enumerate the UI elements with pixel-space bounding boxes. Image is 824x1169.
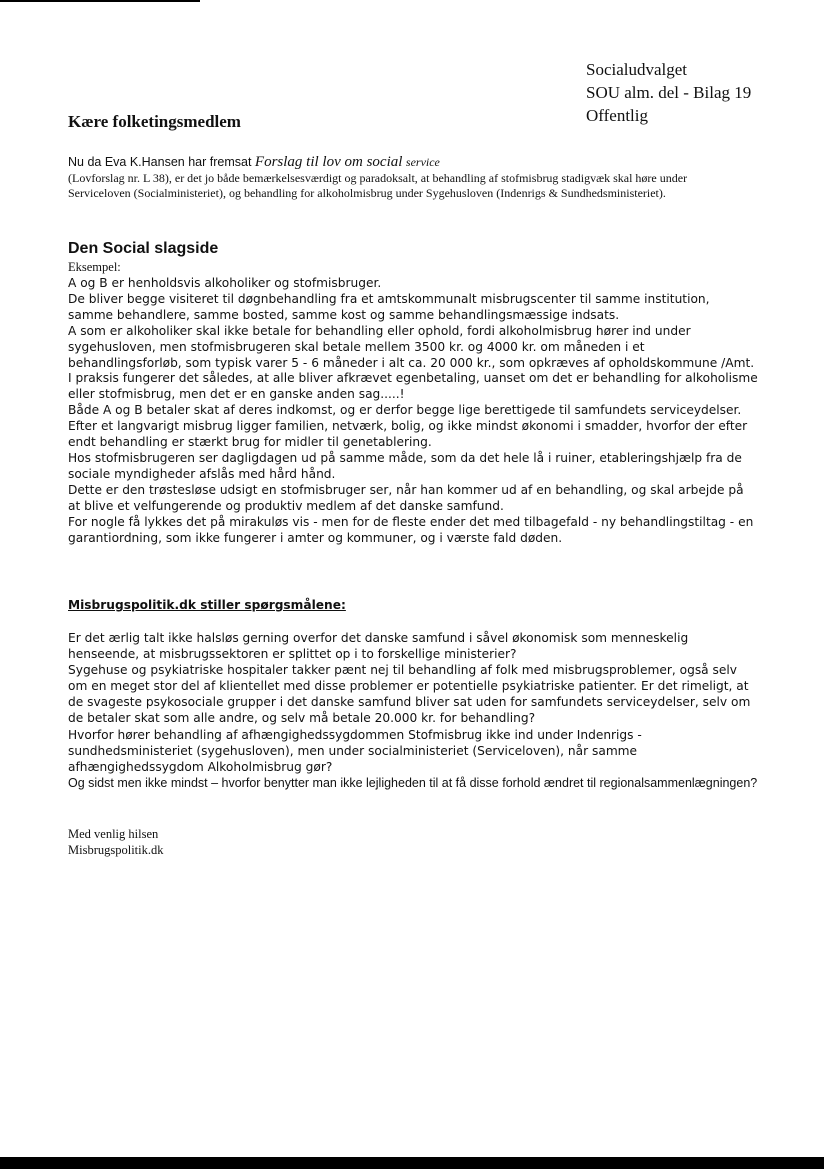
bill-title: Forslag til lov om social [254,154,403,170]
question-paragraph: Sygehuse og psykiatriske hospitaler takker pænt nej til behandling af folk med misbrugsproblemer, også selv om en meget stor del af klientellet med disse problemer er potentielle psykiatriske patienter. Er det rimeligt, at de svageste psykosociale grupper i det danske samfund bliver sat uden for samfundets serviceydelser, selv om de betaler skat som alle andre, og selv må betale 20.000 kr. for behandling? [68,663,751,726]
body-paragraph: Både A og B betaler skat af deres indkomst, og er derfor begge lige berettigede til samfundets serviceydelser. [68,403,742,418]
final-question: Og sidst men ikke mindst – hvorfor benytter man ikke lejligheden til at få disse forhold ændret til regionalsammenlægningen? [68,775,758,790]
example-label: Eksempel: [68,260,121,274]
stamp-status: Offentlig [586,106,649,125]
body-paragraph: Hos stofmisbrugeren ser dagligdagen ud på samme måde, som da det hele lå i ruiner, etableringshjælp fra de sociale myndigheder afslås med hård hånd. [68,450,742,481]
bill-title-small: service [405,155,440,169]
closing-text: Med venlig hilsen [68,827,159,841]
top-rule [0,0,200,2]
document-stamp [586,58,751,127]
stamp-committee: Socialudvalget [586,60,688,79]
questions-heading: Misbrugspolitik.dk stiller spørgsmålene: [68,598,346,612]
body-paragraph: A som er alkoholiker skal ikke betale for behandling eller ophold, fordi alkoholmisbrug hører ind under sygehusloven, men stofmisbrugeren skal betale mellem 3500 kr. og 4000 kr. om måneden i et behandlingsforløb, som typisk varer 5 - 6 måneder i alt ca. 20 000 kr., som opkræves af opholdskommune /Amt. [68,323,755,370]
body-paragraph: A og B er henholdsvis alkoholiker og stofmisbruger. [68,276,382,290]
section-title: Den Social slagside [68,240,219,257]
body-paragraph: Efter et langvarigt misbrug ligger familien, netværk, bolig, og ikke mindst økonomi i smadder, hvorfor der efter endt behandling er stærkt brug for midler til genetablering. [68,419,748,450]
intro-lead: Nu da Eva K.Hansen har fremsat [68,155,252,169]
body-paragraph: I praksis fungerer det således, at alle bliver afkrævet egenbetaling, uanset om det er behandling for alkoholisme eller stofmisbrug, men det er en ganske anden sag.....! [68,371,758,402]
stamp-reference: SOU alm. del - Bilag 19 [586,83,752,102]
intro-first-line [68,154,748,171]
questions-block [68,630,758,791]
example-body [68,276,758,546]
greeting-heading: Kære folketingsmedlem [68,112,241,131]
intro-rest: (Lovforslag nr. L 38), er det jo både bemærkelsesværdigt og paradoksalt, at behandling af stofmisbrug stadigvæk skal høre under Serviceloven (Socialministeriet), og behandling for alkoholmisbrug under Sygehusloven (Indenrigs & Sundhedsministeriet). [68,171,688,200]
sender-name: Misbrugspolitik.dk [68,843,164,857]
question-paragraph: Hvorfor hører behandling af afhængighedssygdommen Stofmisbrug ikke ind under Indenrigs - sundhedsministeriet (sygehusloven), men under socialministeriet (Serviceloven), når samme afhængighedssygdom Alkoholmisbrug gør? [68,727,642,774]
signoff [68,826,164,858]
body-paragraph: De bliver begge visiteret til døgnbehandling fra et amtskommunalt misbrugscenter til samme institution, samme behandlere, samme bosted, samme kost og samme behandlingsmæssige indsats. [68,291,710,322]
body-paragraph: Dette er den trøstesløse udsigt en stofmisbruger ser, når han kommer ud af en behandling, og skal arbejde på at blive et velfungerende og produktiv medlem af det danske samfund. [68,482,744,513]
question-paragraph: Er det ærlig talt ikke halsløs gerning overfor det danske samfund i såvel økonomisk som menneskelig henseende, at misbrugssektoren er splittet op i to forskellige ministerier? [68,631,689,662]
intro-paragraph [68,154,748,201]
scan-bottom-edge [0,1157,824,1169]
body-paragraph: For nogle få lykkes det på mirakuløs vis - men for de fleste ender det med tilbagefald - ny behandlingstiltag - en garantiordning, som ikke fungerer i amter og kommuner, og i værste fald døden. [68,514,754,545]
